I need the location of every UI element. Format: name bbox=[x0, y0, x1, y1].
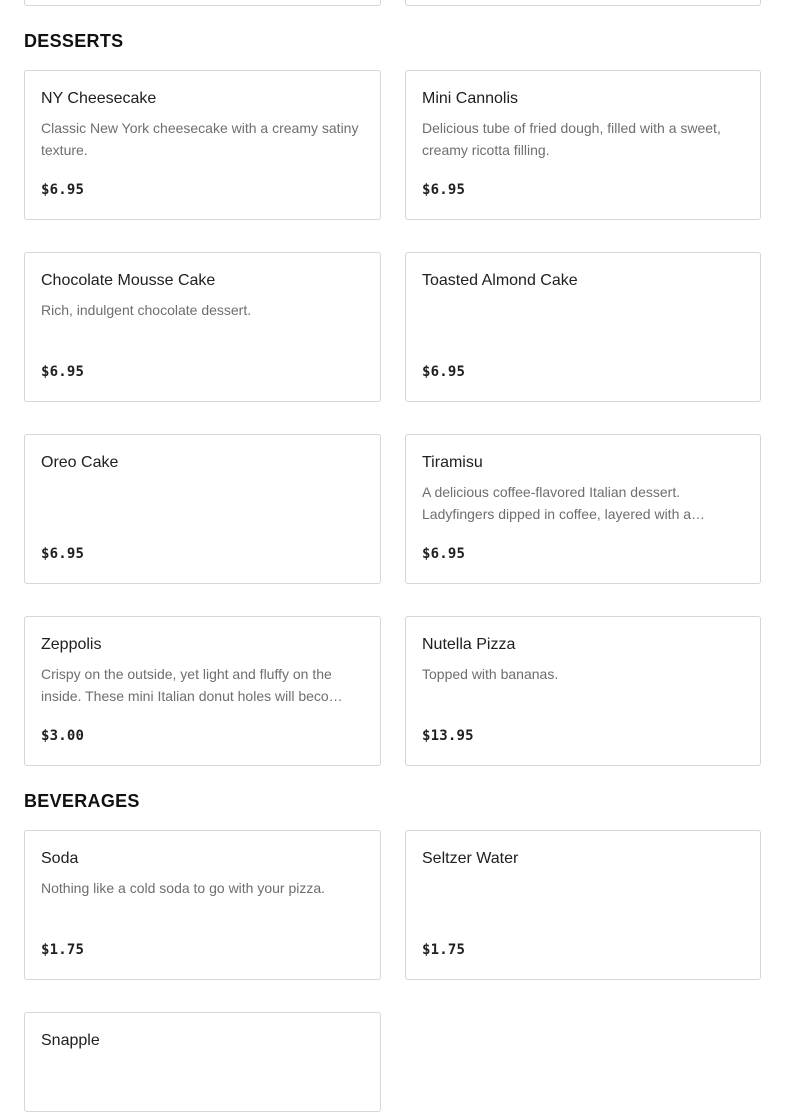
menu-item-card[interactable] bbox=[24, 434, 381, 584]
menu-item-card[interactable] bbox=[24, 616, 381, 766]
item-name: Oreo Cake bbox=[41, 454, 119, 471]
item-price: $3.00 bbox=[41, 728, 85, 744]
item-name: Mini Cannolis bbox=[422, 90, 519, 107]
item-name: Toasted Almond Cake bbox=[422, 272, 578, 289]
menu-item-card[interactable] bbox=[405, 252, 761, 402]
item-description: Topped with bananas. bbox=[422, 666, 559, 682]
item-name: Chocolate Mousse Cake bbox=[41, 272, 216, 289]
item-description: Crispy on the outside, yet light and fluffy on the inside. These mini Italian donut holes will beco… bbox=[41, 666, 343, 704]
menu-item-card[interactable] bbox=[24, 830, 381, 980]
menu-item-card[interactable] bbox=[24, 70, 381, 220]
menu-item-card[interactable] bbox=[24, 1012, 381, 1112]
menu-item-card[interactable] bbox=[405, 434, 761, 584]
item-name: Tiramisu bbox=[422, 454, 483, 471]
menu-item-card[interactable] bbox=[405, 616, 761, 766]
item-name: Snapple bbox=[41, 1032, 100, 1049]
item-description: Classic New York cheesecake with a creamy satiny texture. bbox=[41, 120, 359, 158]
section-title-desserts: DESSERTS bbox=[24, 31, 124, 51]
item-name: Zeppolis bbox=[41, 636, 102, 653]
item-name: Soda bbox=[41, 850, 79, 867]
menu-item-card[interactable] bbox=[405, 830, 761, 980]
item-price: $13.95 bbox=[422, 728, 474, 744]
item-price: $6.95 bbox=[422, 546, 466, 562]
item-name: Nutella Pizza bbox=[422, 636, 516, 653]
item-price: $6.95 bbox=[41, 546, 85, 562]
item-price: $1.75 bbox=[41, 942, 85, 958]
menu-item-card[interactable] bbox=[24, 0, 381, 6]
item-price: $6.95 bbox=[422, 364, 466, 380]
item-price: $6.95 bbox=[41, 364, 85, 380]
menu-item-card[interactable] bbox=[405, 70, 761, 220]
item-price: $6.95 bbox=[422, 182, 466, 198]
item-description: Delicious tube of fried dough, filled with a sweet, creamy ricotta filling. bbox=[422, 120, 721, 158]
item-description: Nothing like a cold soda to go with your pizza. bbox=[41, 880, 326, 896]
section-title-beverages: BEVERAGES bbox=[24, 791, 140, 811]
item-description: Rich, indulgent chocolate dessert. bbox=[41, 302, 252, 318]
item-description: A delicious coffee-flavored Italian dessert. Ladyfingers dipped in coffee, layered with a… bbox=[422, 484, 706, 522]
menu-item-card[interactable] bbox=[24, 252, 381, 402]
item-price: $6.95 bbox=[41, 182, 85, 198]
item-name: Seltzer Water bbox=[422, 850, 519, 867]
item-price: $1.75 bbox=[422, 942, 466, 958]
item-name: NY Cheesecake bbox=[41, 90, 157, 107]
menu-item-card[interactable] bbox=[405, 0, 761, 6]
